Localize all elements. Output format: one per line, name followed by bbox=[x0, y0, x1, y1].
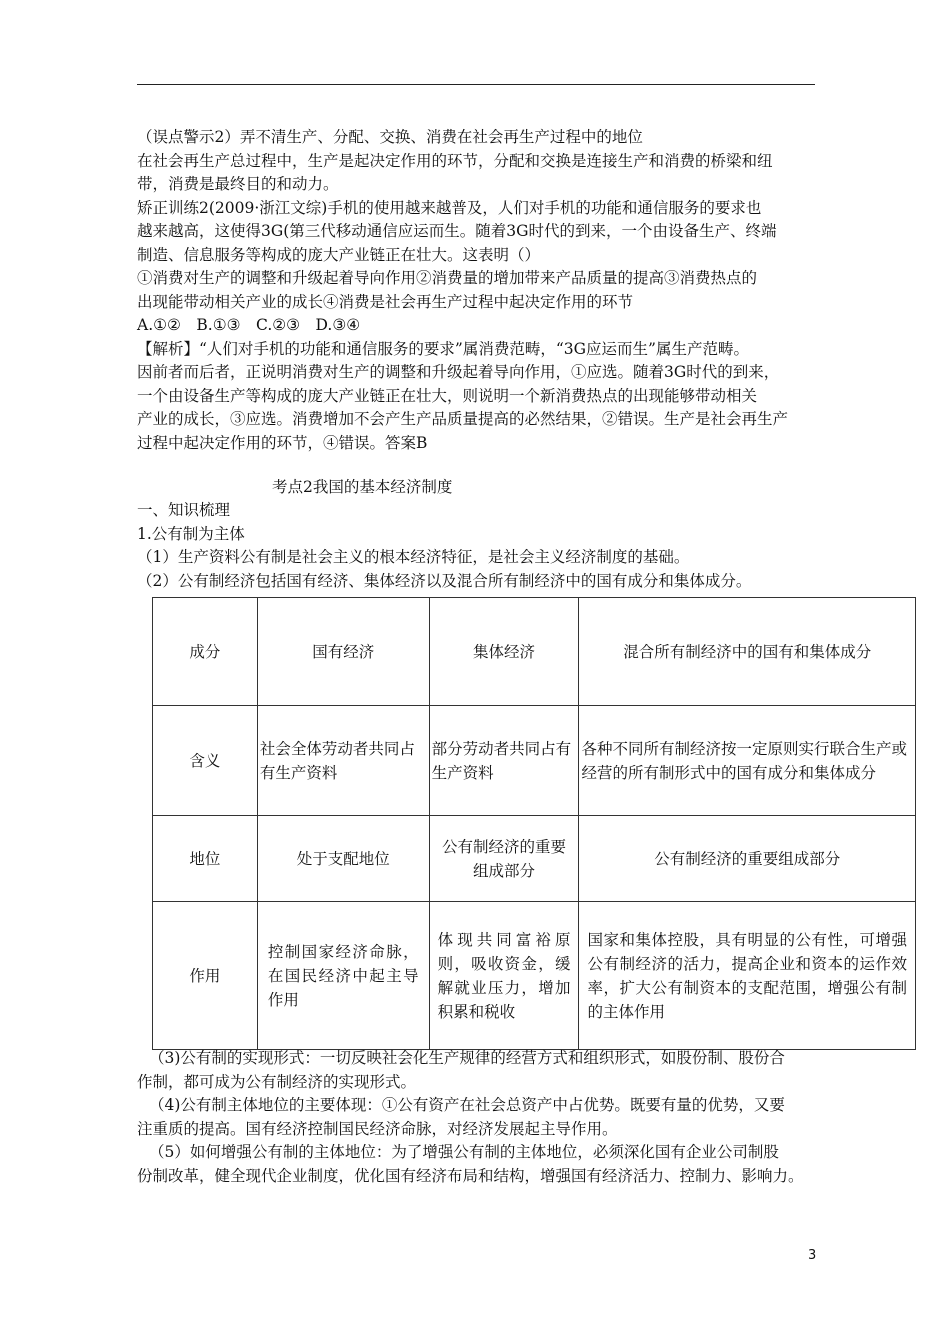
exercise-line: 越来越高，这使得3G(第三代移动通信应运而生。随着3G时代的到来，一个由设备生产、终端 bbox=[137, 222, 777, 240]
error-warning-section bbox=[137, 126, 827, 455]
knowledge-section bbox=[137, 499, 827, 593]
table-row bbox=[153, 598, 916, 706]
subheading: 1.公有制为主体 bbox=[137, 524, 245, 543]
point-4-cont: 注重质的提高。国有经济控制国民经济命脉，对经济发展起主导作用。 bbox=[137, 1119, 618, 1138]
exercise-line: 制造、信息服务等构成的庞大产业链正在壮大。这表明（） bbox=[137, 245, 541, 264]
analysis-line: 一个由设备生产等构成的庞大产业链正在壮大，则说明一个新消费热点的出现能够带动相关 bbox=[137, 386, 758, 405]
analysis-line: 产业的成长，③应选。消费增加不会产生产品质量提高的必然结果，②错误。生产是社会再生产 bbox=[137, 410, 789, 428]
option-statements: 出现能带动相关产业的成长④消费是社会再生产过程中起决定作用的环节 bbox=[137, 292, 634, 311]
header-cell: 成分 bbox=[153, 598, 258, 706]
table-cell: 部分劳动者共同占有生产资料 bbox=[429, 706, 579, 816]
knowledge-heading: 一、知识梳理 bbox=[137, 501, 231, 519]
header-cell: 集体经济 bbox=[429, 598, 579, 706]
page-number: 3 bbox=[808, 1248, 817, 1263]
option-statements: ①消费对生产的调整和升级起着导向作用②消费量的增加带来产品质量的提高③消费热点的 bbox=[137, 269, 758, 287]
body-line: 在社会再生产总过程中，生产是起决定作用的环节，分配和交换是连接生产和消费的桥梁和纽 bbox=[137, 151, 773, 170]
ownership-table bbox=[152, 597, 916, 1050]
point-4: （4)公有制主体地位的主要体现：①公有资产在社会总资产中占优势。既要有量的优势，又要 bbox=[149, 1096, 785, 1114]
point-3: （3)公有制的实现形式：一切反映社会化生产规律的经营方式和组织形式，如股份制、股份合 bbox=[149, 1049, 785, 1067]
table-row bbox=[153, 706, 916, 816]
table-cell: 公有制经济的重要组成部分 bbox=[579, 816, 916, 902]
row-label: 作用 bbox=[153, 902, 258, 1050]
table-row bbox=[153, 902, 916, 1050]
warning-heading: （误点警示2）弄不清生产、分配、交换、消费在社会再生产过程中的地位 bbox=[137, 128, 643, 146]
body-line: 带，消费是最终目的和动力。 bbox=[137, 175, 339, 193]
point-5-cont: 份制改革，健全现代企业制度，优化国有经济布局和结构，增强国有经济活力、控制力、影响力。 bbox=[137, 1166, 804, 1185]
point-1: （1）生产资料公有制是社会主义的根本经济特征，是社会主义经济制度的基础。 bbox=[137, 548, 690, 566]
answer-choices: A.①② B.①③ C.②③ D.③④ bbox=[137, 316, 361, 334]
row-label: 含义 bbox=[153, 706, 258, 816]
header-rule bbox=[137, 84, 815, 85]
header-cell: 国有经济 bbox=[257, 598, 429, 706]
row-label: 地位 bbox=[153, 816, 258, 902]
section-title: 考点2我国的基本经济制度 bbox=[272, 478, 453, 496]
table-cell: 社会全体劳动者共同占有生产资料 bbox=[257, 706, 429, 816]
table-cell: 各种不同所有制经济按一定原则实行联合生产或经营的所有制形式中的国有成分和集体成分 bbox=[579, 706, 916, 816]
realization-section bbox=[137, 1047, 827, 1188]
point-3-cont: 作制，都可成为公有制经济的实现形式。 bbox=[137, 1072, 417, 1091]
table-cell: 公有制经济的重要组成部分 bbox=[429, 816, 579, 902]
exercise-line: 矫正训练2(2009·浙江文综)手机的使用越来越普及，人们对手机的功能和通信服务的要求也 bbox=[137, 198, 762, 217]
table-cell: 国家和集体控股，具有明显的公有性，可增强公有制经济的活力，提高企业和资本的运作效率，扩大公有制资本的支配范围，增强公有制的主体作用 bbox=[579, 902, 916, 1050]
point-2: （2）公有制经济包括国有经济、集体经济以及混合所有制经济中的国有成分和集体成分。 bbox=[137, 571, 752, 590]
header-cell: 混合所有制经济中的国有和集体成分 bbox=[579, 598, 916, 706]
analysis-line: 【解析】“人们对手机的功能和通信服务的要求”属消费范畴，“3G应运而生”属生产范畴。 bbox=[137, 339, 749, 358]
analysis-line: 因前者而后者，正说明消费对生产的调整和升级起着导向作用，①应选。随着3G时代的到来， bbox=[137, 363, 780, 381]
table-cell: 处于支配地位 bbox=[257, 816, 429, 902]
table-row bbox=[153, 816, 916, 902]
table-cell: 体现共同富裕原则，吸收资金，缓解就业压力，增加积累和税收 bbox=[429, 902, 579, 1050]
table-cell: 控制国家经济命脉，在国民经济中起主导作用 bbox=[257, 902, 429, 1050]
point-5: （5）如何增强公有制的主体地位：为了增强公有制的主体地位，必须深化国有企业公司制股 bbox=[149, 1143, 779, 1161]
analysis-line: 过程中起决定作用的环节，④错误。答案B bbox=[137, 433, 428, 452]
